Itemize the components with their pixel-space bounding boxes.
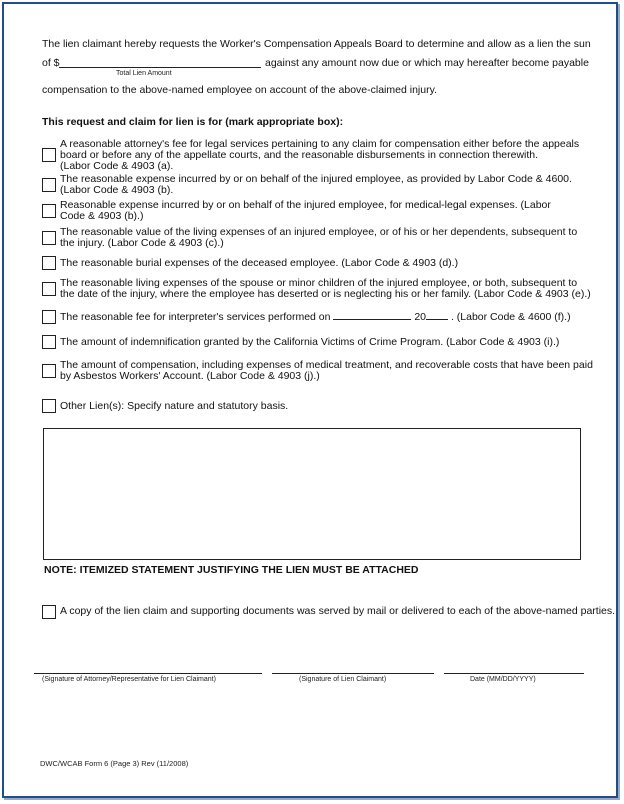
option-asbestos-account: The amount of compensation, including expenses of medical treatment, and recoverable costs that have been paid by Asbestos Workers' Account. (Labor Code & 4903 (j).)	[60, 359, 593, 382]
claimant-signature-line[interactable]	[272, 673, 434, 674]
checkbox-victims-of-crime[interactable]	[42, 335, 56, 349]
attorney-signature-line[interactable]	[34, 673, 262, 674]
attorney-signature-label: (Signature of Attorney/Representative for Lien Claimant)	[42, 676, 216, 683]
service-statement: A copy of the lien claim and supporting documents was served by mail or delivered to each of the above-named parties.	[60, 605, 616, 617]
date-label: Date (MM/DD/YYYY)	[470, 676, 536, 683]
option-living-expenses: The reasonable value of the living expenses of an injured employee, or of his or her dependents, subsequent to the injury. (Labor Code & 4903 (c).)	[60, 226, 578, 249]
checkbox-medical-expense[interactable]	[42, 178, 56, 192]
checkbox-burial-expenses[interactable]	[42, 256, 56, 270]
option-attorney-fee: A reasonable attorney's fee for legal services pertaining to any claim for compensation either before the appeals board or before any of the appellate courts, and the reasonable disbursements in connection therewith. (Labor Code & 4903 (a).	[60, 138, 580, 172]
interpreter-year-field[interactable]	[426, 310, 448, 320]
checkbox-attorney-fee[interactable]	[42, 148, 56, 162]
checkbox-living-expenses[interactable]	[42, 231, 56, 245]
intro-line-1: The lien claimant hereby requests the Worker's Compensation Appeals Board to determine and allow as a lien the sun	[42, 38, 591, 50]
checkbox-interpreter-fee[interactable]	[42, 310, 56, 324]
total-lien-amount-label: Total Lien Amount	[116, 70, 172, 77]
checkbox-medical-legal[interactable]	[42, 204, 56, 218]
itemized-statement-note: NOTE: ITEMIZED STATEMENT JUSTIFYING THE LIEN MUST BE ATTACHED	[44, 564, 419, 576]
option-spouse-living-expenses: The reasonable living expenses of the spouse or minor children of the injured employee, or both, subsequent to the date of the injury, where the employee has deserted or is neglecting his or her family. (Labor Code & 4903 (e).)	[60, 277, 591, 300]
option-interpreter-fee: The reasonable fee for interpreter's services performed on 20 . (Labor Code & 4600 (f).)	[60, 311, 571, 323]
intro-line-3: compensation to the above-named employee on account of the above-claimed injury.	[42, 84, 437, 96]
intro-after-amount: against any amount now due or which may hereafter become payable	[265, 57, 589, 69]
checkbox-service-statement[interactable]	[42, 605, 56, 619]
checkbox-spouse-living-expenses[interactable]	[42, 282, 56, 296]
option-other-liens: Other Lien(s): Specify nature and statutory basis.	[60, 400, 289, 412]
option-medical-expense: The reasonable expense incurred by or on behalf of the injured employee, as provided by Labor Code & 4600. (Labor Code & 4903 (b).	[60, 173, 572, 196]
date-line[interactable]	[444, 673, 584, 674]
option-medical-legal: Reasonable expense incurred by or on behalf of the injured employee, for medical-legal expenses. (Labor Code & 4903 (b).)	[60, 199, 551, 222]
interpreter-date-field[interactable]	[333, 310, 411, 320]
claimant-signature-label: (Signature of Lien Claimant)	[299, 676, 387, 683]
option-burial-expenses: The reasonable burial expenses of the deceased employee. (Labor Code & 4903 (d).)	[60, 257, 459, 269]
form-footer: DWC/WCAB Form 6 (Page 3) Rev (11/2008)	[40, 759, 189, 768]
intro-of-label: of $	[42, 57, 60, 69]
checkbox-asbestos-account[interactable]	[42, 364, 56, 378]
section-heading: This request and claim for lien is for (mark appropriate box):	[42, 116, 344, 128]
total-lien-amount-field[interactable]	[59, 67, 261, 68]
checkbox-other-liens[interactable]	[42, 399, 56, 413]
option-victims-of-crime: The amount of indemnification granted by the California Victims of Crime Program. (Labor Code & 4903 (i).)	[60, 336, 560, 348]
other-liens-textarea[interactable]	[43, 428, 581, 560]
